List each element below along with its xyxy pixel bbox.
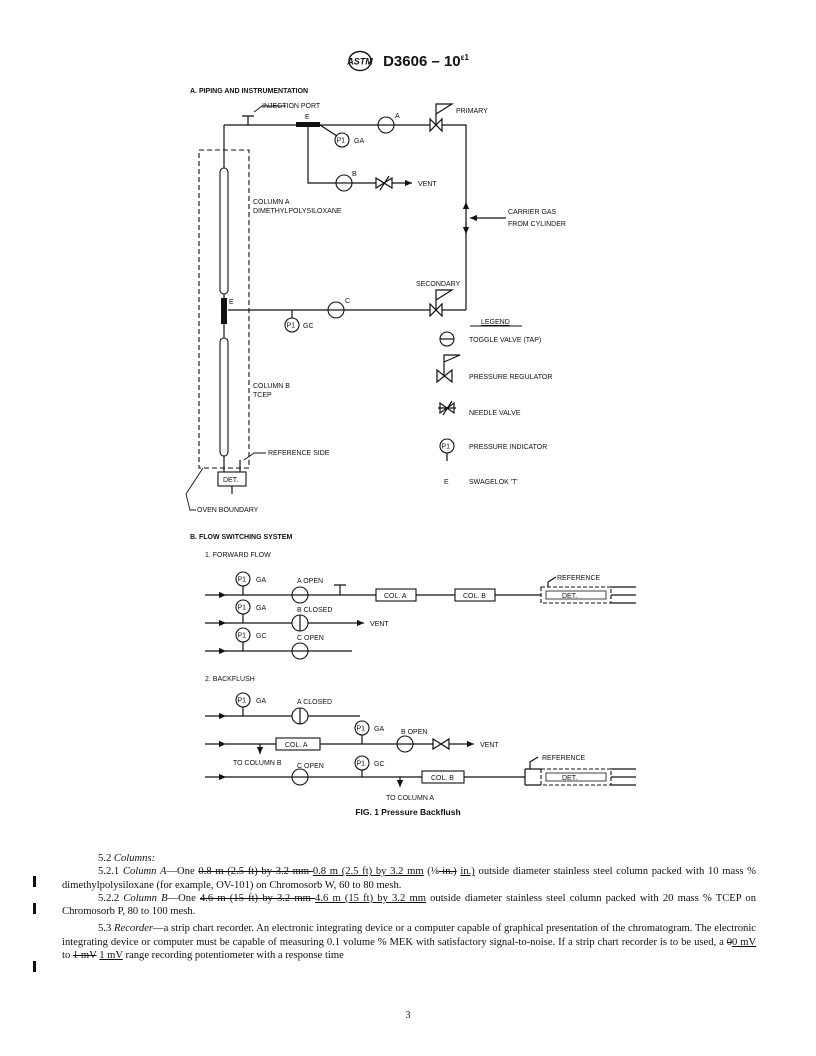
column-b [220, 338, 228, 456]
section-5-2-2: 5.2.2 Column B—One 4.6 m (15 ft) by 3.2 mm 4.6 m (15 ft) by 3.2 mm outside diameter stainless steel column packed with 20 mass % TCEP on Chromosorb P, 80 to 100 mesh. [62, 892, 757, 918]
svg-text:P1: P1 [356, 725, 366, 733]
svg-text:P1: P1 [237, 604, 247, 612]
needle-valve-icon [433, 739, 449, 749]
svg-text:GA: GA [354, 138, 365, 145]
svg-text:C OPEN: C OPEN [297, 635, 324, 642]
section-5-2-1: 5.2.1 Column A—One 0.8 m (2.5 ft) by 3.2 mm 0.8 m (2.5 ft) by 3.2 mm (⅛-in.) in.) outside diameter stainless steel column packed with 10 mass % dimethylpolysiloxane (for example, OV-101) on Chromosorb W, 60 to 80 mesh. [62, 866, 756, 891]
svg-text:TO COLUMN B: TO COLUMN B [233, 760, 282, 767]
svg-text:P1: P1 [441, 443, 451, 451]
svg-text:COLUMN A: COLUMN A [253, 199, 290, 206]
svg-text:A CLOSED: A CLOSED [297, 699, 333, 706]
svg-text:B OPEN: B OPEN [401, 729, 428, 736]
tee-e-middle [221, 298, 227, 324]
svg-text:DET.: DET. [562, 775, 578, 782]
svg-text:TO COLUMN A: TO COLUMN A [386, 795, 435, 802]
secondary-regulator-icon [430, 290, 452, 316]
svg-text:TOGGLE VALVE (TAP): TOGGLE VALVE (TAP) [469, 337, 542, 344]
primary-regulator-icon [430, 104, 452, 131]
svg-text:P1: P1 [286, 322, 296, 330]
svg-text:E: E [229, 299, 234, 306]
svg-text:GC: GC [374, 761, 385, 768]
svg-text:PRIMARY: PRIMARY [456, 108, 488, 115]
svg-text:SECONDARY: SECONDARY [416, 281, 461, 288]
svg-text:CARRIER GAS: CARRIER GAS [508, 209, 557, 216]
svg-text:GC: GC [256, 633, 267, 640]
pressure-regulator-legend-icon [437, 355, 460, 382]
figure-caption: FIG. 1 Pressure Backflush [355, 807, 461, 817]
body-text [62, 852, 756, 962]
svg-text:C: C [345, 298, 351, 305]
svg-text:B. FLOW SWITCHING SYSTEM: B. FLOW SWITCHING SYSTEM [190, 534, 293, 541]
section-5-2: 5.2 Columns: [98, 853, 156, 864]
svg-text:E: E [444, 479, 449, 486]
svg-text:VENT: VENT [480, 742, 499, 749]
svg-text:VENT: VENT [418, 181, 437, 188]
svg-text:PRESSURE INDICATOR: PRESSURE INDICATOR [469, 444, 548, 451]
change-bar [33, 961, 36, 972]
svg-text:DET.: DET. [562, 593, 578, 600]
svg-text:P1: P1 [336, 137, 346, 145]
change-bar [33, 876, 36, 887]
svg-text:REFERENCE: REFERENCE [542, 755, 586, 762]
section-a-title: A. PIPING AND INSTRUMENTATION [190, 88, 309, 95]
svg-text:P1: P1 [237, 576, 247, 584]
column-a [220, 168, 228, 294]
svg-text:DIMETHYLPOLYSILOXANE: DIMETHYLPOLYSILOXANE [253, 208, 342, 215]
svg-text:P1: P1 [237, 697, 247, 705]
svg-text:TCEP: TCEP [253, 392, 272, 399]
svg-text:COL. A: COL. A [384, 593, 407, 600]
svg-text:INJECTION PORT: INJECTION PORT [262, 103, 321, 110]
svg-text:ASTM: ASTM [347, 56, 373, 67]
svg-text:COLUMN B: COLUMN B [253, 383, 290, 390]
svg-text:GA: GA [256, 698, 267, 705]
svg-text:PRESSURE REGULATOR: PRESSURE REGULATOR [469, 374, 553, 381]
document-designation: $D3606 - 10^{\varepsilon 1}$ [383, 52, 469, 70]
change-bar [33, 903, 36, 914]
svg-text:E: E [305, 114, 310, 121]
tee-e-top [296, 122, 320, 127]
svg-text:A OPEN: A OPEN [297, 578, 324, 585]
page-number: 3 [405, 1010, 411, 1021]
svg-text:OVEN BOUNDARY: OVEN BOUNDARY [197, 507, 259, 514]
svg-text:COL. A: COL. A [285, 742, 308, 749]
svg-text:SWAGELOK 'T': SWAGELOK 'T' [469, 479, 518, 486]
svg-text:GA: GA [374, 726, 385, 733]
svg-text:P1: P1 [356, 760, 366, 768]
svg-text:B CLOSED: B CLOSED [297, 607, 333, 614]
svg-text:1. FORWARD FLOW: 1. FORWARD FLOW [205, 552, 271, 559]
svg-text:DET.: DET. [223, 477, 239, 484]
svg-text:LEGEND: LEGEND [481, 319, 510, 326]
svg-text:P1: P1 [237, 632, 247, 640]
svg-text:REFERENCE SIDE: REFERENCE SIDE [268, 450, 330, 457]
svg-text:REFERENCE: REFERENCE [557, 575, 601, 582]
svg-text:A: A [395, 113, 400, 120]
svg-text:FROM CYLINDER: FROM CYLINDER [508, 221, 566, 228]
svg-text:GA: GA [256, 605, 267, 612]
svg-text:2. BACKFLUSH: 2. BACKFLUSH [205, 676, 255, 683]
section-5-3: 5.3 Recorder—a strip chart recorder. An electronic integrating device or a computer capable of graphical presentation of the chromatogram. The electronic integrating device or computer must be capable of measuring 0.1 volume % MEK with satisfactory signal-to-noise. If a strip chart recorder is to be used, a 00 mV to 1 mV 1 mV range recording potentiometer with a response time [62, 923, 756, 962]
svg-text:GA: GA [256, 577, 267, 584]
svg-text:GC: GC [303, 323, 314, 330]
needle-valve-legend-icon [438, 401, 456, 415]
svg-text:B: B [352, 171, 357, 178]
svg-text:NEEDLE VALVE: NEEDLE VALVE [469, 410, 521, 417]
svg-text:VENT: VENT [370, 621, 389, 628]
svg-text:COL. B: COL. B [431, 775, 454, 782]
svg-text:COL. B: COL. B [463, 593, 486, 600]
svg-text:C OPEN: C OPEN [297, 763, 324, 770]
